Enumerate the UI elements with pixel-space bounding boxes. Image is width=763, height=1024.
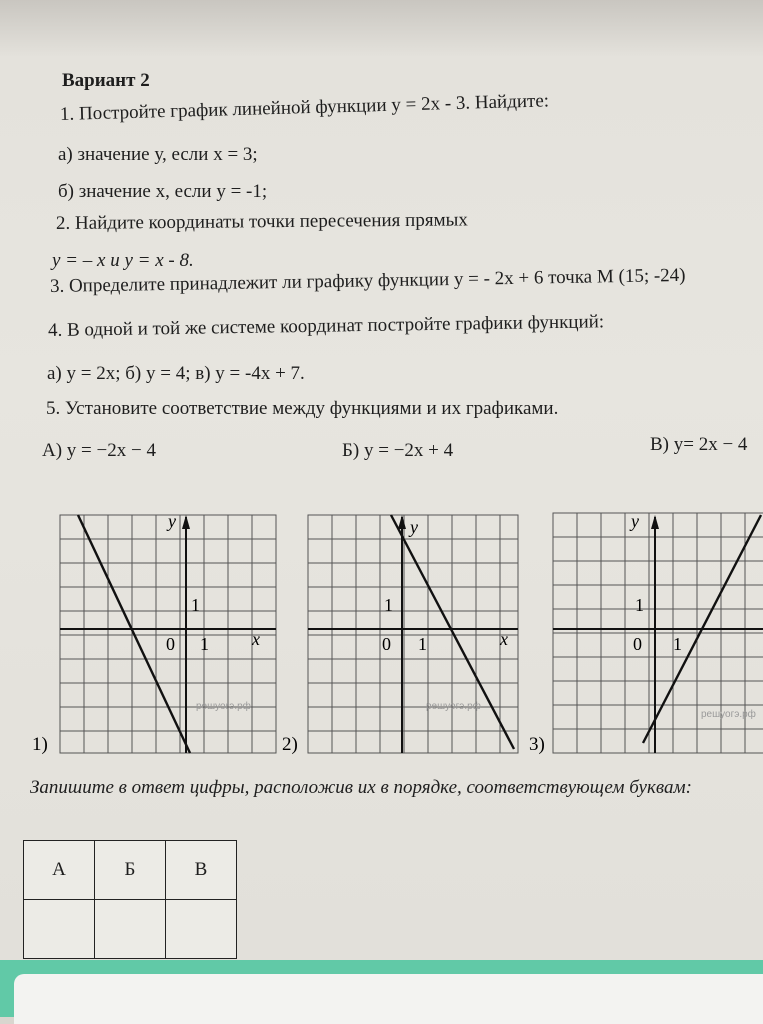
graph-3-number: 3) (529, 734, 545, 755)
graph-3 (525, 505, 763, 760)
graph-1-number: 1) (32, 734, 48, 755)
answer-table (23, 840, 237, 959)
variant-title: Вариант 2 (62, 70, 150, 91)
task-3: 3. Определите принадлежит ли графику функции у = - 2х + 6 точка М (15; -24) (49, 264, 686, 297)
graph-2-watermark: решуогэ.рф (426, 701, 481, 712)
graph-1-watermark: решуогэ.рф (196, 701, 251, 712)
graph-3-one-x: 1 (673, 634, 682, 654)
answer-header-c: В (166, 841, 237, 900)
answer-cell-a[interactable] (24, 900, 95, 959)
graph-1-y-label: y (168, 511, 176, 531)
graph-2-one-y: 1 (384, 595, 393, 615)
graph-3-origin: 0 (633, 634, 642, 654)
graph-3-watermark: решуогэ.рф (701, 709, 756, 720)
graph-3-y-label: y (631, 511, 639, 531)
graph-2-frame (308, 515, 518, 753)
answer-instruction: Запишите в ответ цифры, расположив их в порядке, соответствующем буквам: (30, 777, 692, 798)
graph-1-origin: 0 (166, 634, 175, 654)
graph-2-y-arrow (398, 515, 406, 529)
graph-3-one-y: 1 (635, 595, 644, 615)
graph-1-x-label: x (252, 629, 260, 649)
function-b: Б) y = −2x + 4 (342, 440, 454, 461)
graph-2-grid (308, 515, 518, 753)
answer-table-header-row (24, 841, 237, 900)
answer-header-a: А (24, 841, 95, 900)
graph-1 (0, 505, 285, 760)
task-4a: а) у = 2х; б) у = 4; в) у = -4х + 7. (47, 363, 305, 384)
graph-2-y-label: y (410, 517, 418, 537)
graph-1-one-y: 1 (191, 595, 200, 615)
answer-cell-b[interactable] (95, 900, 166, 959)
graph-1-y-arrow (182, 515, 190, 529)
task-4: 4. В одной и той же системе координат постройте графики функций: (47, 311, 605, 341)
task-1: 1. Постройте график линейной функции y = 2x - 3. Найдите: (59, 90, 550, 125)
graph-2 (278, 505, 528, 760)
graph-2-number: 2) (282, 734, 298, 755)
task-1a: а) значение у, если х = 3; (58, 144, 258, 165)
answer-table-value-row (24, 900, 237, 959)
answer-cell-c[interactable] (166, 900, 237, 959)
function-a: А) y = −2x − 4 (42, 440, 156, 461)
task-5: 5. Установите соответствие между функциями и их графиками. (46, 398, 559, 419)
task-1b: б) значение х, если у = -1; (58, 181, 268, 202)
answer-header-b: Б (95, 841, 166, 900)
graph-1-one-x: 1 (200, 634, 209, 654)
graph-3-y-arrow (651, 515, 659, 529)
task-2: 2. Найдите координаты точки пересечения прямых (55, 209, 468, 234)
graph-2-x-label: x (500, 629, 508, 649)
function-c: В) y= 2x − 4 (650, 434, 748, 455)
task-2-equations: у = – х и у = х - 8. (52, 250, 194, 271)
graph-2-origin: 0 (382, 634, 391, 654)
graph-2-one-x: 1 (418, 634, 427, 654)
